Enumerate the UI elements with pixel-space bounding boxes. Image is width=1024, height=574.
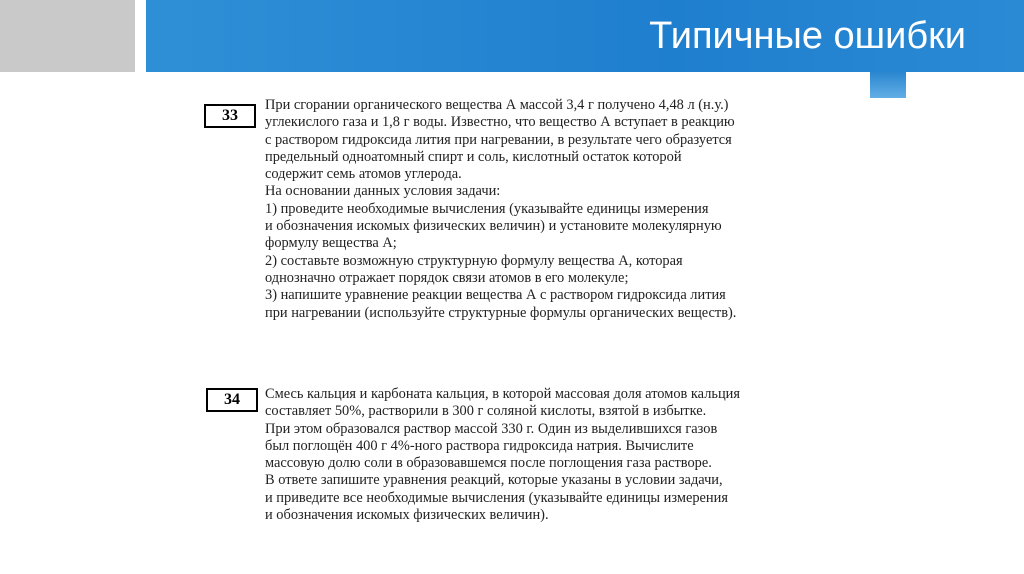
task-33-line: предельный одноатомный спирт и соль, кислотный остаток которой [265, 148, 682, 165]
slide-title: Типичные ошибки [649, 15, 966, 57]
task-33-line: углекислого газа и 1,8 г воды. Известно, что вещество А вступает в реакцию [265, 114, 735, 131]
task-number-box-34: 34 [206, 388, 258, 412]
task-33-line: и обозначения искомых физических величин) и установите молекулярную [265, 218, 722, 235]
title-banner [146, 0, 1024, 72]
task-33-line: однозначно отражает порядок связи атомов в его молекуле; [265, 269, 629, 286]
task-33-line: 1) проведите необходимые вычисления (указывайте единицы измерения [265, 200, 709, 217]
task-34-line: При этом образовался раствор массой 330 г. Один из выделившихся газов [265, 420, 718, 437]
task-33-line: 2) составьте возможную структурную формулу вещества А, которая [265, 252, 683, 269]
task-33-line: На основании данных условия задачи: [265, 183, 501, 200]
gray-decor-block [0, 0, 135, 72]
task-33-line: формулу вещества А; [265, 235, 397, 252]
banner-tab-decor [870, 72, 906, 98]
task-33-line: 3) напишите уравнение реакции вещества А с раствором гидроксида лития [265, 287, 726, 304]
task-34-line: составляет 50%, растворили в 300 г соляной кислоты, взятой в избытке. [265, 403, 707, 420]
task-34-line: В ответе запишите уравнения реакций, которые указаны в условии задачи, [265, 472, 723, 489]
task-34-line: был поглощён 400 г 4%-ного раствора гидроксида натрия. Вычислите [265, 437, 694, 454]
task-33-text [265, 97, 785, 322]
task-33-line: при нагревании (используйте структурные формулы органических веществ). [265, 304, 737, 321]
task-33-line: содержит семь атомов углерода. [265, 166, 462, 183]
task-34-text [265, 386, 785, 524]
task-34-line: и обозначения искомых физических величин). [265, 507, 549, 524]
task-34-line: и приведите все необходимые вычисления (указывайте единицы измерения [265, 489, 728, 506]
task-number-box-33: 33 [204, 104, 256, 128]
task-33-line: с раствором гидроксида лития при нагревании, в результате чего образуется [265, 131, 732, 148]
task-33-line: При сгорании органического вещества А массой 3,4 г получено 4,48 л (н.у.) [265, 97, 729, 113]
task-34-line: Смесь кальция и карбоната кальция, в которой массовая доля атомов кальция [265, 386, 740, 402]
task-34-line: массовую долю соли в образовавшемся после поглощения газа растворе. [265, 455, 712, 472]
